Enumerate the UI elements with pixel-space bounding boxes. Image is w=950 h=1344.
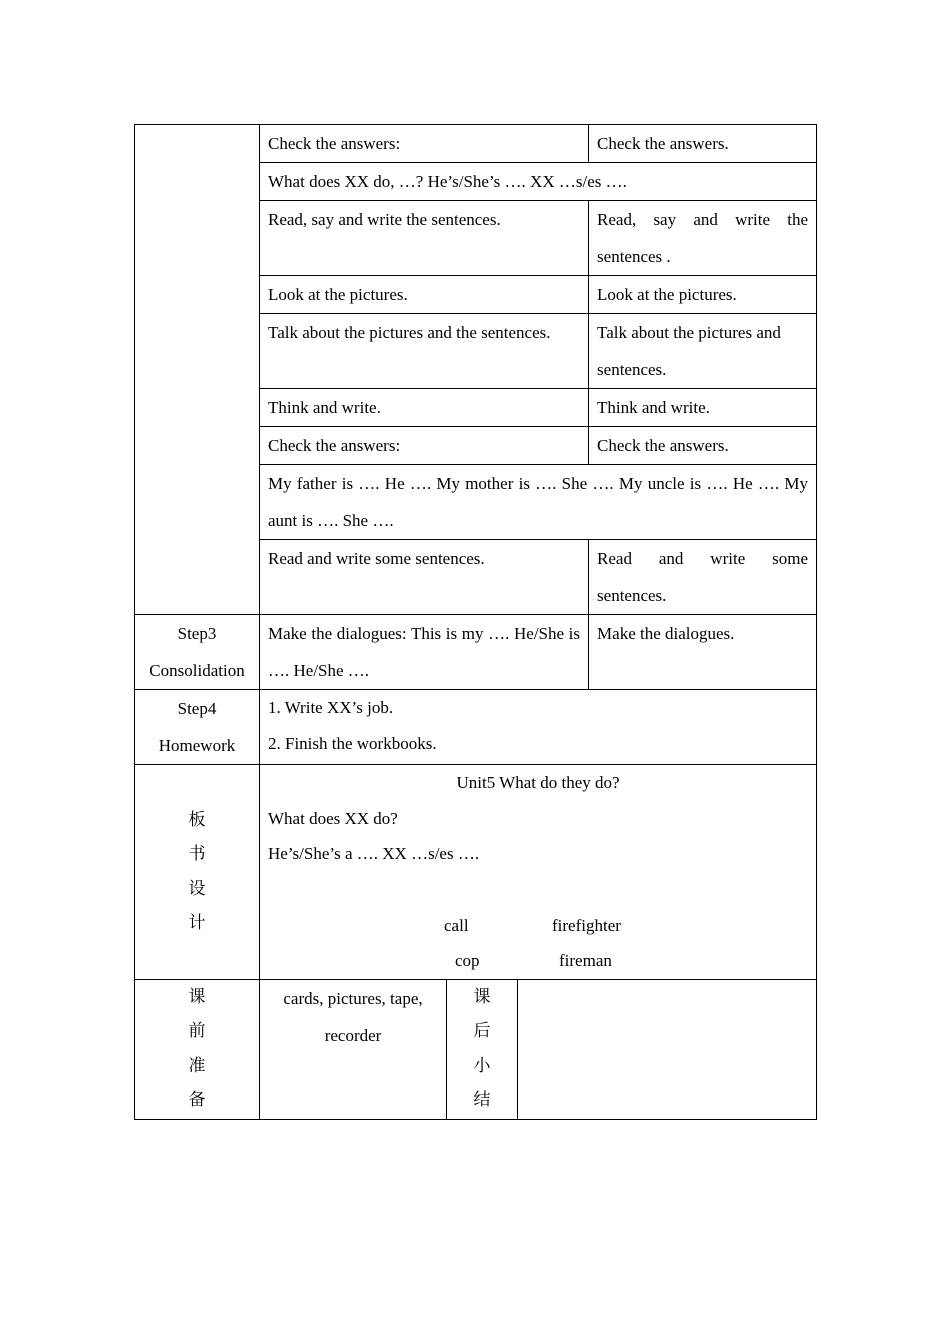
teacher-activity: Read and write some sentences.: [260, 540, 589, 615]
sentence-pattern: My father is …. He …. My mother is …. She …. My uncle is …. He …. My aunt is …. She ….: [260, 465, 817, 540]
step4-label: [135, 690, 260, 765]
step4-number: Step4: [177, 699, 217, 718]
vocab-word: firefighter: [552, 915, 621, 935]
table-row-board: [135, 765, 817, 980]
teacher-activity: Talk about the pictures and the sentences.: [260, 314, 589, 389]
table-row-step4: [135, 690, 817, 765]
step4-title: Homework: [158, 736, 236, 755]
board-label-char: 板: [188, 809, 206, 830]
prep-label-char: 前: [188, 1021, 206, 1041]
prep-materials: cards, pictures, tape, recorder: [260, 979, 447, 1119]
table-row-step3: [135, 615, 817, 690]
step3-number: Step3: [177, 624, 217, 643]
student-activity: Check the answers.: [589, 427, 817, 465]
vocab-word: fireman: [559, 950, 612, 970]
sentence-pattern: What does XX do, …? He’s/She’s …. XX …s/es ….: [260, 163, 817, 201]
board-label-char: 设: [188, 878, 206, 899]
homework-list: [260, 690, 817, 765]
board-answer: He’s/She’s a …. XX …s/es ….: [268, 844, 480, 863]
vocab-word: cop: [455, 950, 480, 970]
board-label-char: 计: [188, 913, 206, 934]
table-row-prep: [135, 979, 817, 1119]
board-label-char: 书: [188, 844, 206, 865]
student-activity: Think and write.: [589, 389, 817, 427]
student-activity: Talk about the pictures and sentences.: [589, 314, 817, 389]
vocab-word: call: [444, 915, 469, 935]
step3-title: Consolidation: [149, 661, 245, 680]
teacher-activity: Think and write.: [260, 389, 589, 427]
board-title: Unit5 What do they do?: [456, 773, 620, 792]
table-row: [135, 125, 817, 163]
summary-label-char: 后: [473, 1021, 491, 1041]
student-activity: Make the dialogues.: [589, 615, 817, 690]
student-activity: Read and write some sentences.: [589, 540, 817, 615]
step-label-cell-empty: [135, 125, 260, 615]
summary-label-char: 小: [473, 1055, 491, 1076]
teacher-activity: Make the dialogues: This is my …. He/She is …. He/She ….: [260, 615, 589, 690]
homework-item: 1. Write XX’s job.: [268, 698, 394, 717]
teacher-activity: Check the answers:: [260, 427, 589, 465]
homework-item: 2. Finish the workbooks.: [268, 734, 437, 753]
board-label: [135, 765, 260, 980]
board-question: What does XX do?: [268, 808, 398, 828]
step3-label: [135, 615, 260, 690]
summary-content: [518, 979, 817, 1119]
summary-label-char: 课: [473, 986, 491, 1007]
board-vocabulary: [268, 908, 808, 979]
student-activity: Look at the pictures.: [589, 276, 817, 314]
board-content: [260, 765, 817, 980]
summary-label: [447, 979, 518, 1119]
teacher-activity: Look at the pictures.: [260, 276, 589, 314]
prep-label-char: 备: [188, 1090, 206, 1110]
prep-label-char: 准: [188, 1055, 206, 1076]
prep-label: [135, 979, 260, 1119]
prep-label-char: 课: [188, 986, 206, 1007]
student-activity: Read, say and write the sentences .: [589, 201, 817, 276]
summary-label-char: 结: [473, 1090, 491, 1110]
lesson-plan-table: [134, 124, 817, 1120]
teacher-activity: Check the answers:: [260, 125, 589, 163]
teacher-activity: Read, say and write the sentences.: [260, 201, 589, 276]
student-activity: Check the answers.: [589, 125, 817, 163]
